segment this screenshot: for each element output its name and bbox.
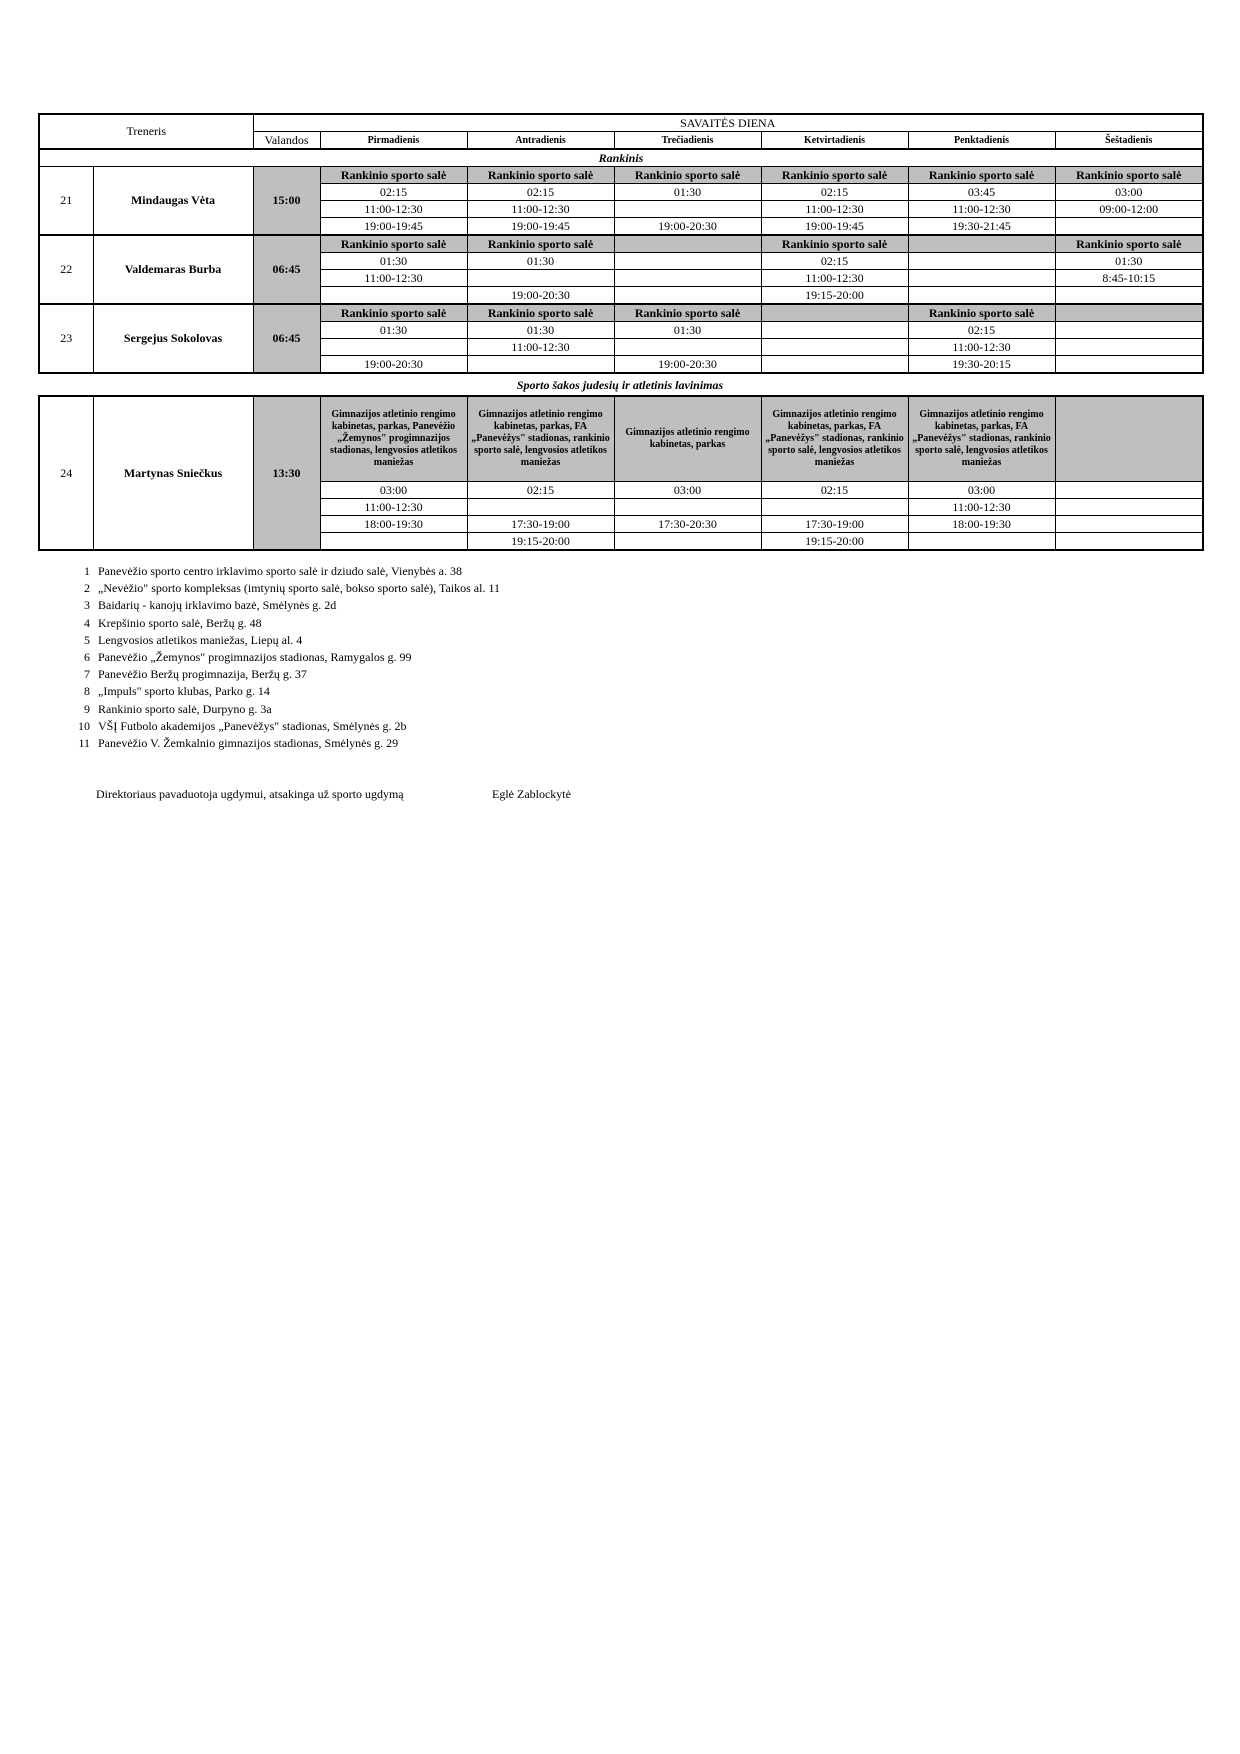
schedule-table-handball	[38, 113, 1204, 374]
legend-number: 1	[84, 564, 90, 578]
day-header: Antradienis	[467, 132, 614, 150]
day-header: Penktadienis	[908, 132, 1055, 150]
time-cell	[1055, 339, 1203, 356]
time-cell	[908, 287, 1055, 305]
trainer-hours: 06:45	[253, 235, 320, 304]
time-cell	[614, 339, 761, 356]
time-cell: 19:30-20:15	[908, 356, 1055, 374]
venue-cell: Gimnazijos atletinio rengimo kabinetas, parkas	[614, 396, 761, 482]
venue-legend	[70, 563, 500, 752]
legend-item	[70, 597, 500, 614]
time-cell: 02:15	[467, 482, 614, 499]
venue-cell: Rankinio sporto salė	[908, 304, 1055, 322]
time-cell	[320, 287, 467, 305]
legend-number: 11	[78, 736, 90, 751]
time-cell: 19:00-20:30	[320, 356, 467, 374]
trainer-number: 23	[39, 304, 93, 373]
time-cell: 19:15-20:00	[761, 533, 908, 551]
time-cell	[614, 287, 761, 305]
trainer-number: 24	[39, 396, 93, 550]
time-cell: 11:00-12:30	[908, 339, 1055, 356]
time-cell: 02:15	[320, 184, 467, 201]
venue-cell	[761, 304, 908, 322]
venue-cell	[1055, 396, 1203, 482]
time-cell: 11:00-12:30	[761, 201, 908, 218]
legend-text: Rankinio sporto salė, Durpyno g. 3a	[98, 701, 272, 716]
time-cell: 02:15	[467, 184, 614, 201]
venue-cell: Rankinio sporto salė	[320, 304, 467, 322]
time-cell: 03:00	[908, 482, 1055, 499]
time-cell	[1055, 218, 1203, 236]
time-cell: 01:30	[320, 322, 467, 339]
time-cell	[908, 270, 1055, 287]
legend-text: Panevėžio Beržų progimnazija, Beržų g. 37	[98, 667, 307, 682]
trainer-hours: 13:30	[253, 396, 320, 550]
venue-cell: Rankinio sporto salė	[467, 235, 614, 253]
time-cell: 01:30	[467, 253, 614, 270]
time-cell: 03:45	[908, 184, 1055, 201]
time-cell: 19:00-20:30	[614, 356, 761, 374]
legend-text: Panevėžio „Žemynos" progimnazijos stadionas, Ramygalos g. 99	[98, 650, 412, 665]
venue-cell: Gimnazijos atletinio rengimo kabinetas, parkas, FA „Panevėžys" stadionas, rankinio sporto salė, lengvosios atletikos maniežas	[761, 396, 908, 482]
section-title-athletic: Sporto šakos judesių ir atletinis lavinimas	[516, 378, 724, 392]
legend-item	[70, 615, 500, 632]
time-cell	[467, 499, 614, 516]
time-cell: 01:30	[614, 184, 761, 201]
legend-item	[70, 683, 500, 700]
time-cell: 19:00-20:30	[467, 287, 614, 305]
trainer-name: Martynas Sniečkus	[93, 396, 253, 550]
venue-cell: Rankinio sporto salė	[908, 167, 1055, 184]
trainer-name: Mindaugas Vėta	[93, 167, 253, 236]
legend-number: 10	[78, 718, 90, 733]
day-header: Ketvirtadienis	[761, 132, 908, 150]
time-cell	[1055, 287, 1203, 305]
time-cell	[1055, 499, 1203, 516]
signature-name: Eglė Zablockytė	[492, 787, 571, 801]
venue-cell: Rankinio sporto salė	[320, 235, 467, 253]
legend-item	[70, 735, 500, 752]
time-cell	[908, 533, 1055, 551]
time-cell: 19:00-19:45	[467, 218, 614, 236]
venue-cell: Rankinio sporto salė	[1055, 167, 1203, 184]
time-cell	[1055, 482, 1203, 499]
time-cell: 11:00-12:30	[320, 201, 467, 218]
time-cell	[761, 356, 908, 374]
legend-text: Panevėžio V. Žemkalnio gimnazijos stadionas, Smėlynės g. 29	[98, 736, 399, 751]
venue-cell: Rankinio sporto salė	[614, 167, 761, 184]
legend-item	[70, 632, 500, 649]
day-header: Šeštadienis	[1055, 132, 1203, 150]
hours-header: Valandos	[253, 132, 320, 150]
venue-cell: Gimnazijos atletinio rengimo kabinetas, parkas, FA „Panevėžys" stadionas, rankinio sporto salė, lengvosios atletikos maniežas	[908, 396, 1055, 482]
legend-text: Panevėžio sporto centro irklavimo sporto salė ir dziudo salė, Vienybės a. 38	[98, 564, 462, 578]
legend-text: Krepšinio sporto salė, Beržų g. 48	[98, 615, 262, 630]
time-cell: 19:15-20:00	[467, 533, 614, 551]
trainer-name: Sergejus Sokolovas	[93, 304, 253, 373]
time-cell: 19:00-19:45	[320, 218, 467, 236]
venue-cell: Rankinio sporto salė	[467, 167, 614, 184]
time-cell: 02:15	[908, 322, 1055, 339]
legend-number: 8	[84, 684, 90, 699]
legend-item	[70, 701, 500, 718]
time-cell: 11:00-12:30	[320, 499, 467, 516]
time-cell	[1055, 356, 1203, 374]
legend-number: 9	[84, 701, 90, 716]
time-cell: 02:15	[761, 253, 908, 270]
time-cell	[614, 533, 761, 551]
time-cell: 19:30-21:45	[908, 218, 1055, 236]
venue-cell: Rankinio sporto salė	[320, 167, 467, 184]
trainer-name: Valdemaras Burba	[93, 235, 253, 304]
section-title-handball: Rankinis	[39, 149, 1203, 167]
venue-cell: Rankinio sporto salė	[614, 304, 761, 322]
trainer-number: 22	[39, 235, 93, 304]
schedule-table-athletic	[38, 395, 1204, 551]
venue-cell: Rankinio sporto salė	[761, 167, 908, 184]
time-cell	[761, 322, 908, 339]
time-cell: 02:15	[761, 482, 908, 499]
venue-cell: Rankinio sporto salė	[761, 235, 908, 253]
time-cell: 18:00-19:30	[320, 516, 467, 533]
legend-number: 2	[84, 581, 90, 596]
venue-cell: Rankinio sporto salė	[467, 304, 614, 322]
time-cell: 18:00-19:30	[908, 516, 1055, 533]
day-header: Pirmadienis	[320, 132, 467, 150]
legend-item	[70, 718, 500, 735]
venue-cell	[908, 235, 1055, 253]
legend-text: „Nevėžio" sporto kompleksas (imtynių sporto salė, bokso sporto salė), Taikos al. 11	[98, 581, 500, 596]
venue-cell: Rankinio sporto salė	[1055, 235, 1203, 253]
time-cell: 17:30-19:00	[761, 516, 908, 533]
time-cell	[467, 356, 614, 374]
legend-number: 5	[84, 632, 90, 647]
time-cell: 09:00-12:00	[1055, 201, 1203, 218]
legend-item	[70, 666, 500, 683]
time-cell: 8:45-10:15	[1055, 270, 1203, 287]
legend-number: 3	[84, 598, 90, 613]
time-cell: 17:30-19:00	[467, 516, 614, 533]
trainer-number: 21	[39, 167, 93, 236]
time-cell: 03:00	[614, 482, 761, 499]
legend-item	[70, 563, 500, 580]
time-cell	[1055, 533, 1203, 551]
time-cell: 01:30	[320, 253, 467, 270]
time-cell: 11:00-12:30	[320, 270, 467, 287]
venue-cell	[1055, 304, 1203, 322]
time-cell: 02:15	[761, 184, 908, 201]
time-cell: 11:00-12:30	[908, 201, 1055, 218]
time-cell: 11:00-12:30	[908, 499, 1055, 516]
time-cell: 01:30	[614, 322, 761, 339]
time-cell	[614, 499, 761, 516]
time-cell: 03:00	[320, 482, 467, 499]
venue-cell: Gimnazijos atletinio rengimo kabinetas, parkas, FA „Panevėžys" stadionas, rankinio sporto salė, lengvosios atletikos maniežas	[467, 396, 614, 482]
venue-cell	[614, 235, 761, 253]
time-cell: 19:00-20:30	[614, 218, 761, 236]
legend-text: Baidarių - kanojų irklavimo bazė, Smėlynės g. 2d	[98, 598, 337, 613]
signature-block	[96, 787, 571, 802]
time-cell	[614, 201, 761, 218]
legend-number: 7	[84, 667, 90, 682]
legend-text: Lengvosios atletikos maniežas, Liepų al. 4	[98, 632, 303, 647]
legend-item	[70, 649, 500, 666]
time-cell	[761, 339, 908, 356]
venue-cell: Gimnazijos atletinio rengimo kabinetas, parkas, Panevėžio „Žemynos" progimnazijos stadionas, lengvosios atletikos maniežas	[320, 396, 467, 482]
time-cell: 11:00-12:30	[761, 270, 908, 287]
time-cell	[761, 499, 908, 516]
time-cell	[1055, 322, 1203, 339]
time-cell: 19:15-20:00	[761, 287, 908, 305]
time-cell	[467, 270, 614, 287]
time-cell	[908, 253, 1055, 270]
day-header: Trečiadienis	[614, 132, 761, 150]
time-cell: 19:00-19:45	[761, 218, 908, 236]
trainer-hours: 06:45	[253, 304, 320, 373]
legend-item	[70, 580, 500, 597]
trainer-hours: 15:00	[253, 167, 320, 236]
time-cell	[320, 533, 467, 551]
trainer-header: Treneris	[39, 114, 253, 149]
time-cell: 03:00	[1055, 184, 1203, 201]
legend-text: „Impuls" sporto klubas, Parko g. 14	[98, 684, 270, 699]
time-cell	[614, 270, 761, 287]
legend-text: VŠĮ Futbolo akademijos „Panevėžys" stadionas, Smėlynės g. 2b	[98, 718, 407, 733]
time-cell	[320, 339, 467, 356]
signature-role: Direktoriaus pavaduotoja ugdymui, atsakinga už sporto ugdymą	[96, 787, 404, 801]
time-cell: 01:30	[1055, 253, 1203, 270]
time-cell: 11:00-12:30	[467, 201, 614, 218]
time-cell: 01:30	[467, 322, 614, 339]
week-day-header: SAVAITĖS DIENA	[253, 114, 1203, 132]
time-cell: 17:30-20:30	[614, 516, 761, 533]
legend-number: 4	[84, 615, 90, 630]
legend-number: 6	[84, 650, 90, 665]
time-cell	[614, 253, 761, 270]
time-cell	[1055, 516, 1203, 533]
time-cell: 11:00-12:30	[467, 339, 614, 356]
